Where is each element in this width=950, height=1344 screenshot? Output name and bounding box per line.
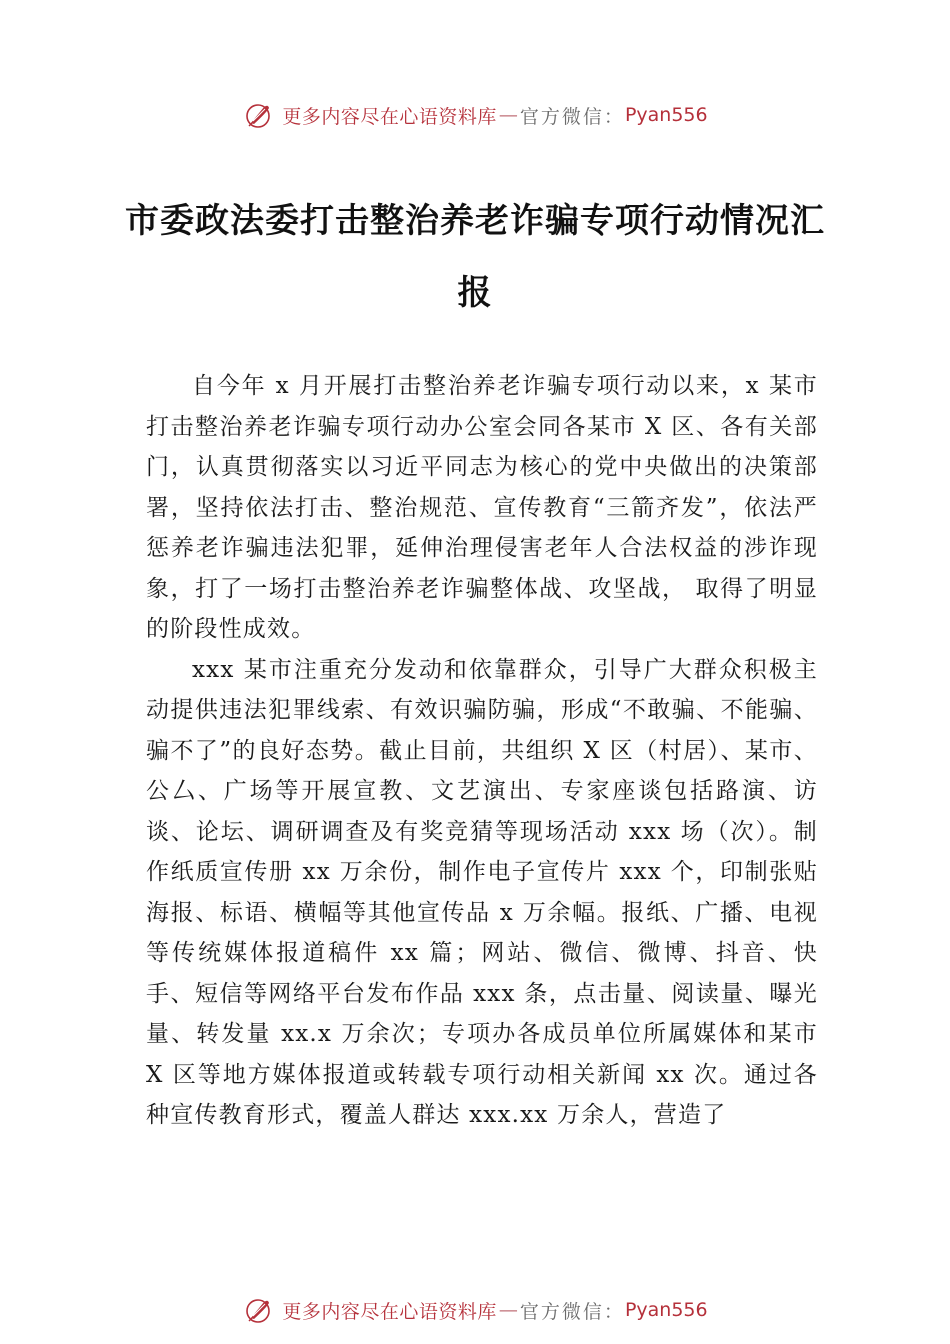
document-body	[146, 366, 818, 1136]
footer-banner	[0, 1290, 950, 1330]
paragraph: 自今年 x 月开展打击整治养老诈骗专项行动以来，x 某市打击整治养老诈骗专项行动办公室会同各某市 X 区、各有关部门，认真贯彻落实以习近平同志为核心的党中央做出的决策部署，坚持依法打击、整治规范、宣传教育“三箭齐发”，依法严惩养老诈骗违法犯罪，延伸治理侵害老年人合法权益的涉诈现象，打了一场打击整治养老诈骗整体战、攻坚战， 取得了明显的阶段性成效。	[146, 373, 818, 642]
document-title: 市委政法委打击整治养老诈骗专项行动情况汇报	[125, 201, 825, 313]
wechat-label: 官方微信：	[519, 105, 625, 128]
paragraph: xxx 某市注重充分发动和依靠群众，引导广大群众积极主动提供违法犯罪线索、有效识骗防骗，形成“不敢骗、不能骗、骗不了”的良好态势。截止目前，共组织 X 区（村居）、某市、公厶、广场等开展宣教、文艺演出、专家座谈包括路演、访谈、论坛、调研调查及有奖竞猜等现场活动 xxx 场（次）。制作纸质宣传册 xx 万余份，制作电子宣传片 xxx 个，印制张贴海报、标语、横幅等其他宣传品 x 万余幅。报纸、广播、电视等传统媒体报道稿件 xx 篇；网站、微信、微博、抖音、快手、短信等网络平台发布作品 xxx 条，点击量、阅读量、曝光量、转发量 xx.x 万余次；专项办各成员单位所属媒体和某市 X 区等地方媒体报道或转载专项行动相关新闻 xx 次。通过各种宣传教育形式，覆盖人群达 xxx.xx 万余人，营造了	[146, 656, 818, 1128]
wechat-label: 官方微信：	[519, 1300, 625, 1323]
header-banner	[0, 95, 950, 135]
separator-dash: —	[498, 104, 518, 126]
promo-text: 更多内容尽在心语资料库	[282, 105, 497, 128]
wechat-id: Pyan556	[624, 1299, 708, 1321]
wechat-id: Pyan556	[624, 104, 708, 126]
quill-pen-logo-icon	[242, 99, 274, 131]
quill-pen-logo-icon	[242, 1294, 274, 1326]
promo-text: 更多内容尽在心语资料库	[282, 1300, 497, 1323]
separator-dash: —	[498, 1299, 518, 1321]
